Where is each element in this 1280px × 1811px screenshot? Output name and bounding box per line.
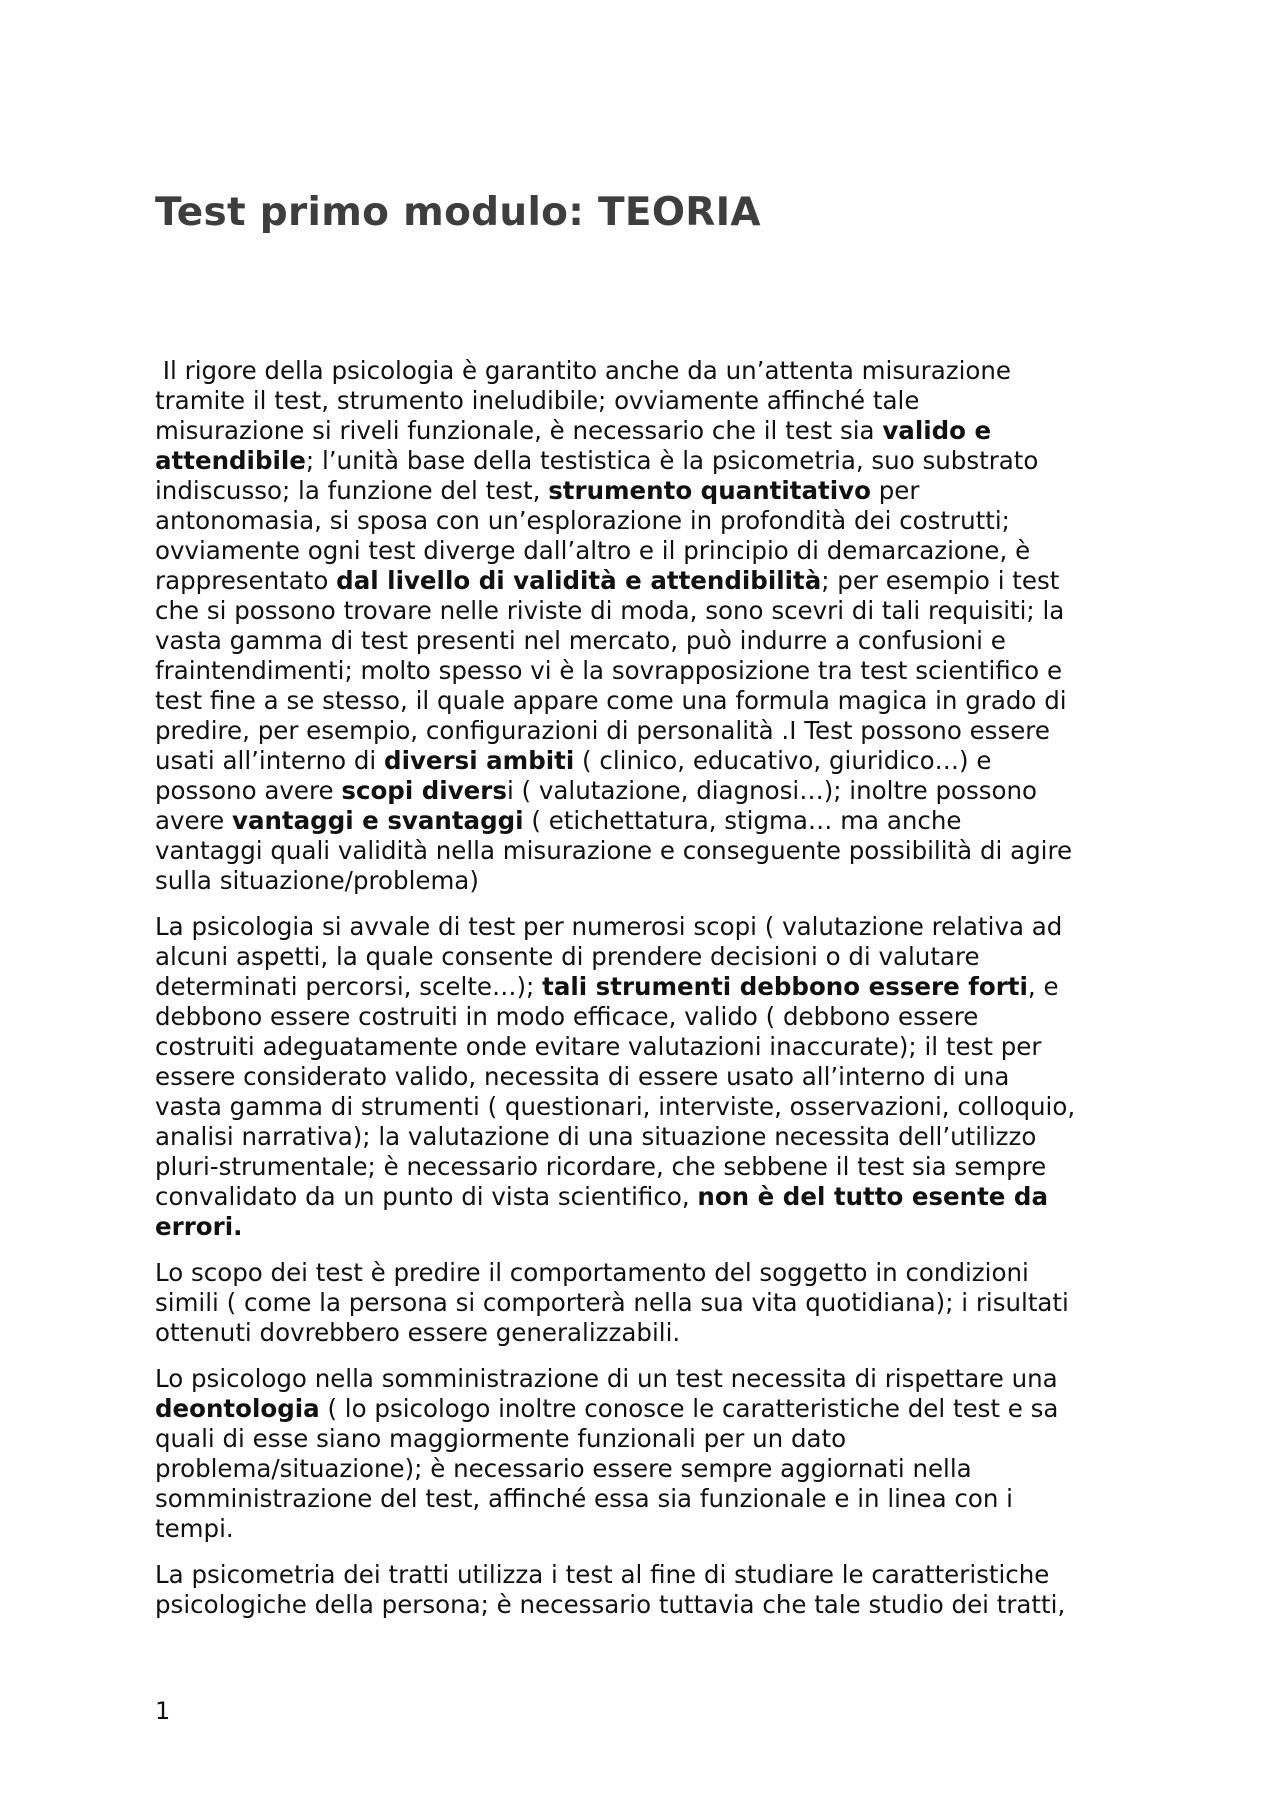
text-run: Il rigore della psicologia è garantito anche da un’attenta misurazione tramite il test, strumento ineludibile; ovviamente affinché tale misurazione si riveli funzionale, è necessario che il test sia bbox=[155, 356, 1011, 445]
bold-text-run: deontologia bbox=[155, 1394, 320, 1423]
paragraph bbox=[155, 1560, 1145, 1620]
bold-text-run: non è del tutto esente da errori. bbox=[155, 1182, 1049, 1241]
text-run: La psicologia si avvale di test per numerosi scopi ( valutazione relativa ad alcuni aspetti, la quale consente di prendere decisioni o di valutare determinati percorsi, scelte…); bbox=[155, 912, 1063, 1001]
text-run: Lo psicologo nella somministrazione di un test necessita di rispettare una bbox=[155, 1364, 1058, 1393]
text-run: per antonomasia, si sposa con un’esplorazione in profondità dei costrutti; ovviamente ogni test diverge dall’altro e il principio di demarcazione, è rappresentato bbox=[155, 476, 1031, 595]
paragraph bbox=[155, 1258, 1145, 1348]
text-run: ( clinico, educativo, giuridico…) e possono avere bbox=[155, 746, 992, 805]
bold-text-run: tali strumenti debbono essere forti bbox=[542, 972, 1028, 1001]
text-run: ( lo psicologo inoltre conosce le caratteristiche del test e sa quali di esse siano maggiormente funzionali per un dato problema/situazione); è necessario essere sempre aggiornati nella somministrazione del test, affinché essa sia funzionale e in linea con i tempi. bbox=[155, 1394, 1059, 1543]
bold-text-run: scopi divers bbox=[341, 776, 507, 805]
page-number: 1 bbox=[155, 1697, 171, 1725]
text-run: Lo scopo dei test è predire il comportamento del soggetto in condizioni simili ( come la persona si comporterà nella sua vita quotidiana); i risultati ottenuti dovrebbero essere generalizzabili. bbox=[155, 1258, 1069, 1347]
paragraph bbox=[155, 1364, 1145, 1544]
bold-text-run: strumento quantitativo bbox=[548, 476, 871, 505]
body-text bbox=[155, 356, 1145, 1636]
text-run: , e debbono essere costruiti in modo efficace, valido ( debbono essere costruiti adeguatamente onde evitare valutazioni inaccurate); il test per essere considerato valido, necessita di essere usato all’interno di una vasta gamma di strumenti ( questionari, interviste, osservazioni, colloquio, analisi narrativa); la valutazione di una situazione necessita dell’utilizzo pluri-strumentale; è necessario ricordare, che sebbene il test sia sempre convalidato da un punto di vista scientifico, bbox=[155, 972, 1076, 1211]
text-run: ; l’unità base della testistica è la psicometria, suo substrato indiscusso; la funzione del test, bbox=[155, 446, 1039, 505]
bold-text-run: dal livello di validità e attendibilità bbox=[336, 566, 822, 595]
text-run: i ( valutazione, diagnosi…); inoltre possono avere bbox=[155, 776, 1038, 835]
bold-text-run: vantaggi e svantaggi bbox=[231, 806, 524, 835]
bold-text-run: diversi ambiti bbox=[384, 746, 575, 775]
paragraph bbox=[155, 356, 1145, 896]
bold-text-run: valido e attendibile bbox=[155, 416, 992, 475]
text-run: La psicometria dei tratti utilizza i test al fine di studiare le caratteristiche psicologiche della persona; è necessario tuttavia che tale studio dei tratti, bbox=[155, 1560, 1066, 1619]
text-run: ; per esempio i test che si possono trovare nelle riviste di moda, sono scevri di tali requisiti; la vasta gamma di test presenti nel mercato, può indurre a confusioni e fraintendimenti; molto spesso vi è la sovrapposizione tra test scientifico e test fine a se stesso, il quale appare come una formula magica in grado di predire, per esempio, configurazioni di personalità .I Test possono essere usati all’interno di bbox=[155, 566, 1067, 775]
paragraph bbox=[155, 912, 1145, 1242]
page-title: Test primo modulo: TEORIA bbox=[155, 190, 761, 235]
text-run: ( etichettatura, stigma… ma anche vantaggi quali validità nella misurazione e conseguente possibilità di agire sulla situazione/problema) bbox=[155, 806, 1073, 895]
